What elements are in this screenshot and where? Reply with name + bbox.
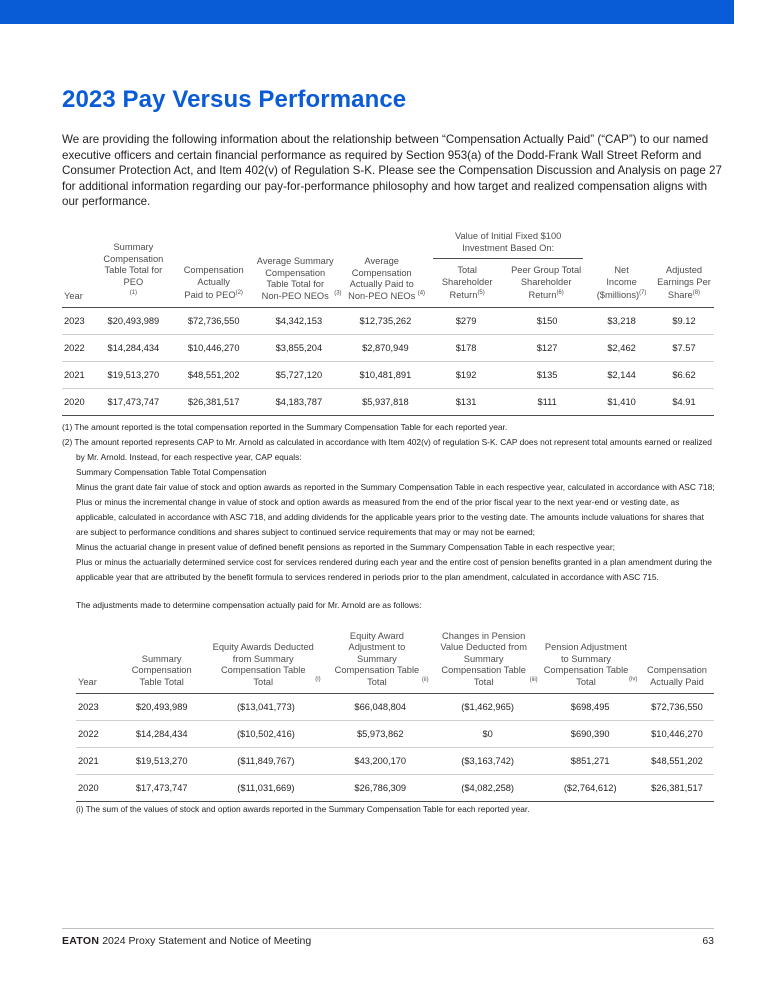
col-header-avg-sct: Average Summary Compensation Table Total for Non-PEO NEOs $^{(3)}$ [254, 218, 344, 308]
cell-year: 2022 [76, 721, 117, 748]
pay-versus-performance-table [62, 218, 714, 416]
cell-pension-adjustment: $690,390 [540, 721, 640, 748]
cell-sct-total: $19,513,270 [117, 748, 206, 775]
cell-cap: $72,736,550 [640, 694, 714, 721]
cell-net-income: $2,144 [589, 362, 654, 389]
footer-brand: EATON [62, 935, 100, 947]
page-title: 2023 Pay Versus Performance [62, 86, 407, 113]
cell-avg-cap: $12,735,262 [344, 308, 428, 335]
cell-sct-total: $20,493,989 [117, 694, 206, 721]
cell-cap-peo: $26,381,517 [173, 389, 254, 416]
cell-equity-adjustment: $5,973,862 [326, 721, 435, 748]
cap-adjustments-table [76, 617, 714, 802]
cell-equity-deducted: ($11,031,669) [206, 775, 325, 802]
table-row [76, 721, 714, 748]
cell-year: 2020 [76, 775, 117, 802]
cell-year: 2023 [62, 308, 94, 335]
cell-equity-adjustment: $66,048,804 [326, 694, 435, 721]
cell-tsr: $131 [427, 389, 505, 416]
cell-cap: $26,381,517 [640, 775, 714, 802]
intro-paragraph: We are providing the following information about the relationship between “Compensation Actually Paid” (“CAP”) to our named executive officers and certain financial performance as required by Section 953(a) of the Dodd-Frank Wall Street Reform and Consumer Protection Act, and Item 402(v) of Regulation S-K. Please see the Compensation Discussion and Analysis on page 27 for additional information regarding our pay-for-performance philosophy and how target and realized compensation aligns with our performance. [62, 133, 722, 208]
cell-sct-peo: $20,493,989 [94, 308, 174, 335]
table-row [62, 335, 714, 362]
cell-net-income: $3,218 [589, 308, 654, 335]
cell-peer-tsr: $150 [505, 308, 589, 335]
cell-pension-adjustment: $698,495 [540, 694, 640, 721]
footnote-2-line: are subject to performance conditions and shares subject to continued service requirements that may or may not be earned; [76, 527, 536, 537]
top-color-bar [0, 0, 734, 24]
cell-peer-tsr: $135 [505, 362, 589, 389]
footnote-2: (2) The amount reported represents CAP to Mr. Arnold as calculated in accordance with Item 402(v) of regulation S-K. CAP does not represent total amounts earned or realized [62, 437, 712, 447]
footnote-2-line: by Mr. Arnold. Instead, for each respective year, CAP equals: [76, 452, 302, 462]
cell-sct-total: $17,473,747 [117, 775, 206, 802]
cell-sct-peo: $19,513,270 [94, 362, 174, 389]
table-row [62, 308, 714, 335]
cell-cap-peo: $10,446,270 [173, 335, 254, 362]
cell-adj-eps: $6.62 [654, 362, 714, 389]
cell-net-income: $2,462 [589, 335, 654, 362]
adjustments-intro: The adjustments made to determine compensation actually paid for Mr. Arnold are as follows: [76, 600, 422, 610]
cell-tsr: $279 [427, 308, 505, 335]
cell-cap-peo: $48,551,202 [173, 362, 254, 389]
footnote-i: (i) The sum of the values of stock and option awards reported in the Summary Compensation Table for each reported year. [76, 804, 530, 814]
cell-tsr: $192 [427, 362, 505, 389]
footer-divider [62, 928, 714, 929]
footnote-2-line: Summary Compensation Table Total Compensation [76, 467, 267, 477]
cell-tsr: $178 [427, 335, 505, 362]
page-number: 63 [702, 935, 714, 947]
cell-sct-peo: $14,284,434 [94, 335, 174, 362]
col-header-tsr: Total Shareholder Return$^{(5)}$ [441, 265, 493, 301]
col-header-sct-total: Summary Compensation Table Total [117, 617, 206, 694]
footer-text: 2024 Proxy Statement and Notice of Meeting [102, 935, 312, 947]
footnote-2-line: Plus or minus the incremental change in value of stock and option awards as measured from the end of the prior fiscal year to the next year-end or vesting date, as [76, 497, 680, 507]
cell-avg-cap: $2,870,949 [344, 335, 428, 362]
col-header-avg-cap: Average Compensation Actually Paid to Non-PEO NEOs $^{(4)}$ [344, 218, 428, 308]
footnote-2-line: Minus the actuarial change in present value of defined benefit pensions as reported in the Summary Compensation Table in each respective year; [76, 542, 615, 552]
col-header-year: Year [76, 617, 117, 694]
col-header-equity-deducted: Equity Awards Deducted from Summary Compensation Table Total $^{(i)}$ [206, 617, 325, 694]
cell-avg-cap: $10,481,891 [344, 362, 428, 389]
col-header-adj-eps: Adjusted Earnings Per Share$^{(8)}$ [654, 218, 714, 308]
table-row [62, 389, 714, 416]
col-header-pension-deducted: Changes in Pension Value Deducted from Summary Compensation Table Total $^{(iii)}$ [435, 617, 541, 694]
table-row [76, 694, 714, 721]
footnote-1: (1) The amount reported is the total compensation reported in the Summary Compensation Table for each reported year. [62, 422, 508, 432]
col-header-pension-adjustment: Pension Adjustment to Summary Compensation Table Total $^{(iv)}$ [540, 617, 640, 694]
cell-year: 2021 [76, 748, 117, 775]
cell-pension-adjustment: $851,271 [540, 748, 640, 775]
cell-equity-deducted: ($11,849,767) [206, 748, 325, 775]
cell-year: 2020 [62, 389, 94, 416]
cell-avg-sct: $3,855,204 [254, 335, 344, 362]
col-header-net-income: Net Income ($millions)$^{(7)}$ [589, 218, 654, 308]
cell-adj-eps: $9.12 [654, 308, 714, 335]
cell-pension-adjustment: ($2,764,612) [540, 775, 640, 802]
col-header-investment-group [427, 218, 589, 308]
footnote-2-line: Plus or minus the actuarially determined service cost for services rendered during each year and the entire cost of pension benefits granted in a plan amendment during the [76, 557, 712, 567]
col-header-peer-tsr: Peer Group Total Shareholder Return$^{(6)}$ [511, 265, 582, 301]
cell-pension-deducted: ($3,163,742) [435, 748, 541, 775]
cell-equity-deducted: ($10,502,416) [206, 721, 325, 748]
group-header-investment: Value of Initial Fixed $100 Investment Based On: [433, 231, 583, 259]
cell-sct-total: $14,284,434 [117, 721, 206, 748]
footnote-2-line: applicable, calculated in accordance with ASC 718, and adding dividends for the applicable years prior to the vesting date. The amounts include valuations for shares that [76, 512, 704, 522]
cell-adj-eps: $4.91 [654, 389, 714, 416]
cell-equity-adjustment: $43,200,170 [326, 748, 435, 775]
page-footer [62, 935, 714, 947]
cell-avg-sct: $4,342,153 [254, 308, 344, 335]
table-row [76, 775, 714, 802]
col-header-year: Year [62, 218, 94, 308]
cell-peer-tsr: $127 [505, 335, 589, 362]
cell-cap: $48,551,202 [640, 748, 714, 775]
cell-avg-sct: $4,183,787 [254, 389, 344, 416]
col-header-equity-adjustment: Equity Award Adjustment to Summary Compensation Table Total $^{(ii)}$ [326, 617, 435, 694]
cell-pension-deducted: ($1,462,965) [435, 694, 541, 721]
cell-year: 2023 [76, 694, 117, 721]
table-row [62, 362, 714, 389]
cell-avg-sct: $5,727,120 [254, 362, 344, 389]
footnote-2-line: Minus the grant date fair value of stock and option awards as reported in the Summary Compensation Table in each respective year, calculated in accordance with ASC 718; [76, 482, 715, 492]
cell-cap-peo: $72,736,550 [173, 308, 254, 335]
cell-equity-adjustment: $26,786,309 [326, 775, 435, 802]
cell-avg-cap: $5,937,818 [344, 389, 428, 416]
table-row [76, 748, 714, 775]
cell-year: 2022 [62, 335, 94, 362]
cell-pension-deducted: ($4,082,258) [435, 775, 541, 802]
col-header-cap-peo: Compensation Actually Paid to PEO$^{(2)}$ [173, 218, 254, 308]
cell-equity-deducted: ($13,041,773) [206, 694, 325, 721]
cell-sct-peo: $17,473,747 [94, 389, 174, 416]
footnotes [62, 420, 722, 585]
footnote-2-line: applicable year that are attributed by the benefit formula to services rendered in periods prior to the plan amendment, calculated in accordance with ASC 715. [76, 572, 659, 582]
col-header-cap: Compensation Actually Paid [640, 617, 714, 694]
col-header-sct-peo: Summary Compensation Table Total for PEO$^{(1)}$ [94, 218, 174, 308]
cell-cap: $10,446,270 [640, 721, 714, 748]
cell-pension-deducted: $0 [435, 721, 541, 748]
cell-year: 2021 [62, 362, 94, 389]
cell-adj-eps: $7.57 [654, 335, 714, 362]
cell-net-income: $1,410 [589, 389, 654, 416]
cell-peer-tsr: $111 [505, 389, 589, 416]
